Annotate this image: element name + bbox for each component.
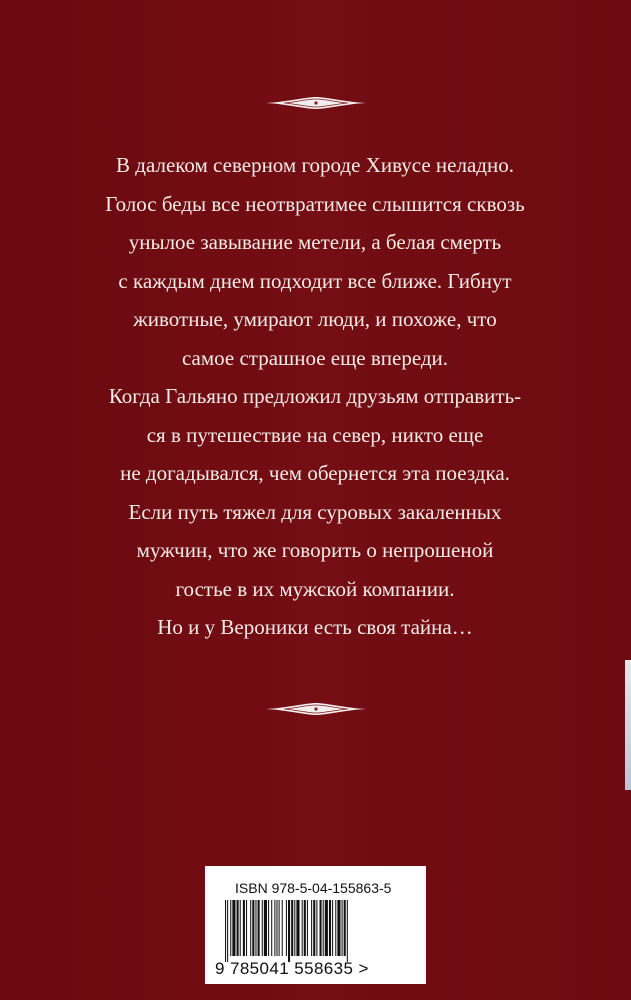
blurb-line: не догадывался, чем обернется эта поездка. bbox=[120, 461, 510, 485]
blurb-line: животные, умирают люди, и похоже, что bbox=[133, 307, 497, 331]
ornament-divider-top bbox=[266, 96, 366, 110]
cover-edge-strip bbox=[625, 660, 631, 790]
blurb-line: гостье в их мужской компании. bbox=[175, 576, 455, 601]
barcode-digits: 9 785041 558635 > bbox=[215, 959, 369, 978]
barcode-icon bbox=[223, 900, 413, 962]
blurb-line: унылое завывание метели, а белая смерть bbox=[128, 230, 502, 254]
blurb-line: с каждым днем подходит все ближе. Гибнут bbox=[118, 268, 512, 293]
blurb-line: самое страшное еще впереди. bbox=[181, 345, 449, 370]
blurb-line: мужчин, что же говорить о непрошеной bbox=[136, 538, 494, 562]
blurb-line: В далеком северном городе Хивусе неладно. bbox=[116, 153, 514, 177]
isbn-barcode-panel bbox=[205, 866, 426, 984]
ornament-divider-bottom bbox=[266, 702, 366, 716]
isbn-label: ISBN 978-5-04-155863-5 bbox=[235, 880, 392, 896]
blurb-line: Голос беды все неотвратимее слышится сквозь bbox=[105, 191, 525, 216]
blurb-line: ся в путешествие на север, никто еще bbox=[146, 422, 484, 447]
blurb-line: Но и у Вероники есть своя тайна… bbox=[157, 615, 473, 639]
blurb-line: Когда Гальяно предложил друзьям отправить- bbox=[108, 384, 522, 408]
blurb-line: Если путь тяжел для суровых закаленных bbox=[128, 499, 502, 524]
annotation-text bbox=[30, 146, 600, 647]
